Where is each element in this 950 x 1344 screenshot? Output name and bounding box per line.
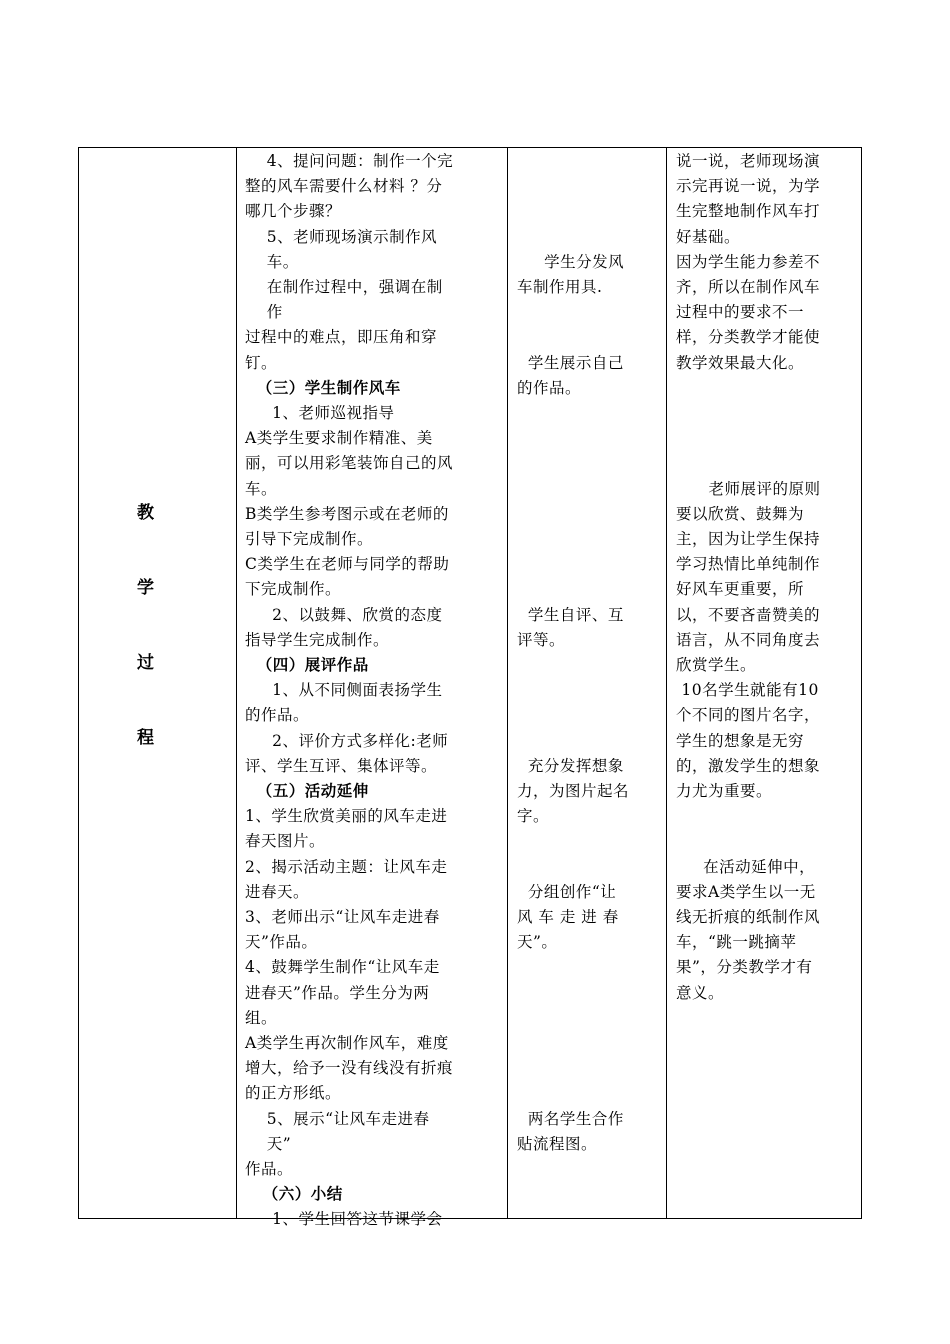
teacher-activity-column: [237, 148, 508, 1229]
teacher-line: 整的风车需要什么材料 ？分: [245, 177, 443, 196]
teacher-line: 钉。: [245, 353, 278, 372]
student-line: 评等。: [517, 630, 566, 649]
teacher-line: 丽，可以用彩笔装饰自己的风: [245, 454, 454, 473]
teacher-line: 2、揭示活动主题：让风车走: [245, 857, 448, 876]
student-line: 的作品。: [517, 378, 582, 397]
teacher-line: 过程中的难点，即压角和穿: [245, 328, 438, 347]
stage-label-char: 教: [137, 503, 154, 523]
teacher-line: 春天图片。: [245, 832, 326, 851]
intent-line: 示完再说一说，为学: [676, 177, 821, 196]
stage-label-char: 程: [137, 728, 154, 748]
intent-line: 车，“跳一跳摘苹: [676, 933, 797, 952]
teacher-line: 下完成制作。: [245, 580, 342, 599]
teacher-line: 天”: [245, 1134, 292, 1153]
student-line: 学生分发风: [517, 252, 625, 271]
intent-line: 语言，从不同角度去: [676, 630, 821, 649]
intent-line: 要求A类学生以一无: [676, 882, 816, 901]
stage-column: [79, 148, 237, 1218]
teacher-line: 评、学生互评、集体评等。: [245, 756, 438, 775]
intent-line: 学习热情比单纯制作: [676, 555, 821, 574]
student-line: 贴流程图。: [517, 1134, 598, 1153]
teacher-line: 组。: [245, 1008, 278, 1027]
student-line: 分组创作“让: [517, 882, 617, 901]
teacher-line: A类学生要求制作精准、美: [245, 429, 433, 448]
intent-line: 意义。: [676, 983, 725, 1002]
intent-line: 的，激发学生的想象: [676, 756, 821, 775]
lesson-plan-table: [78, 147, 862, 1229]
student-line: 学生展示自己: [517, 353, 624, 372]
intent-line: 学生的想象是无穷: [676, 731, 805, 750]
teacher-line: 的正方形纸。: [245, 1084, 342, 1103]
intent-line: 生完整地制作风车打: [676, 202, 821, 221]
intent-line: 说一说，老师现场演: [676, 152, 821, 170]
intent-line: 欣赏学生。: [676, 656, 757, 674]
intent-line: 个不同的图片名字，: [676, 706, 821, 725]
teacher-line: C类学生在老师与同学的帮助: [245, 555, 450, 574]
intent-line: 过程中的要求不一: [676, 303, 805, 322]
intent-line: 10名学生就能有10: [676, 681, 819, 700]
teacher-line: 1、老师巡视指导: [245, 404, 395, 422]
stage-label-char: 学: [137, 578, 154, 598]
section-heading: （五）活动延伸: [245, 782, 369, 800]
teacher-line: 在制作过程中，强调在制: [245, 278, 443, 296]
teacher-line: 作品。: [245, 1160, 294, 1178]
stage-label-char: 过: [137, 653, 154, 673]
teacher-line: 进春天。: [245, 882, 310, 901]
intent-line: 好基础。: [676, 227, 741, 246]
teacher-line: 2、以鼓舞、欣赏的态度: [245, 605, 443, 624]
teacher-line: 车。: [245, 479, 278, 498]
teacher-line: 引导下完成制作。: [245, 530, 374, 548]
student-line: 风 车 走 进 春: [517, 908, 619, 926]
teacher-line: 1、从不同侧面表扬学生: [245, 681, 443, 700]
teacher-line: 4、提问问题：制作一个完: [245, 152, 454, 170]
design-intent-column: [667, 148, 862, 1218]
teacher-line: 进春天”作品。学生分为两: [245, 983, 430, 1002]
intent-line: 教学效果最大化。: [676, 353, 805, 372]
student-line: 两名学生合作: [517, 1109, 624, 1128]
intent-line: 以，不要吝啬赞美的: [676, 605, 821, 624]
student-line: 车制作用具.: [517, 278, 603, 296]
teacher-line: A类学生再次制作风车，难度: [245, 1034, 449, 1052]
intent-line: 力尤为重要。: [676, 782, 773, 800]
student-line: 学生自评、互: [517, 605, 624, 624]
intent-line: 好风车更重要，所: [676, 580, 805, 599]
teacher-line: 哪几个步骤？: [245, 202, 342, 221]
student-line: 力，为图片起名: [517, 782, 630, 800]
intent-line: 因为学生能力参差不: [676, 252, 821, 271]
teacher-line: 指导学生完成制作。: [245, 630, 390, 649]
student-line: 充分发挥想象: [517, 756, 624, 775]
student-line: 字。: [517, 807, 550, 826]
intent-line: 老师展评的原则: [676, 479, 821, 498]
teacher-line: 4、鼓舞学生制作“让风车走: [245, 958, 440, 977]
teacher-line: 2、评价方式多样化:老师: [245, 731, 449, 750]
section-heading: （六）小结: [245, 1185, 343, 1204]
section-heading: （四）展评作品: [245, 656, 369, 674]
teacher-line: 车。: [245, 252, 299, 271]
teacher-line: 5、老师现场演示制作风: [245, 227, 438, 246]
section-heading: （三）学生制作风车: [245, 378, 401, 397]
teacher-line: 1、学生欣赏美丽的风车走进: [245, 807, 448, 826]
intent-line: 线无折痕的纸制作风: [676, 908, 821, 926]
intent-line: 齐，所以在制作风车: [676, 278, 821, 296]
intent-line: 在活动延伸中，: [676, 857, 816, 876]
teacher-line: B类学生参考图示或在老师的: [245, 504, 449, 523]
student-activity-column: [508, 148, 667, 1218]
intent-line: 果”，分类教学才有: [676, 958, 813, 977]
teacher-line: 3、老师出示“让风车走进春: [245, 908, 440, 926]
teacher-line: 作: [245, 303, 283, 322]
intent-line: 要以欣赏、鼓舞为: [676, 504, 805, 523]
teacher-line: 1、学生回答这节课学会: [245, 1210, 443, 1229]
intent-line: 主，因为让学生保持: [676, 530, 821, 548]
student-line: 天”。: [517, 933, 558, 952]
intent-line: 样，分类教学才能使: [676, 328, 821, 347]
teacher-line: 增大，给予一没有线没有折痕: [245, 1059, 454, 1078]
teacher-line: 天”作品。: [245, 933, 318, 952]
teacher-line: 5、展示“让风车走进春: [245, 1109, 430, 1128]
teacher-line: 的作品。: [245, 706, 310, 725]
